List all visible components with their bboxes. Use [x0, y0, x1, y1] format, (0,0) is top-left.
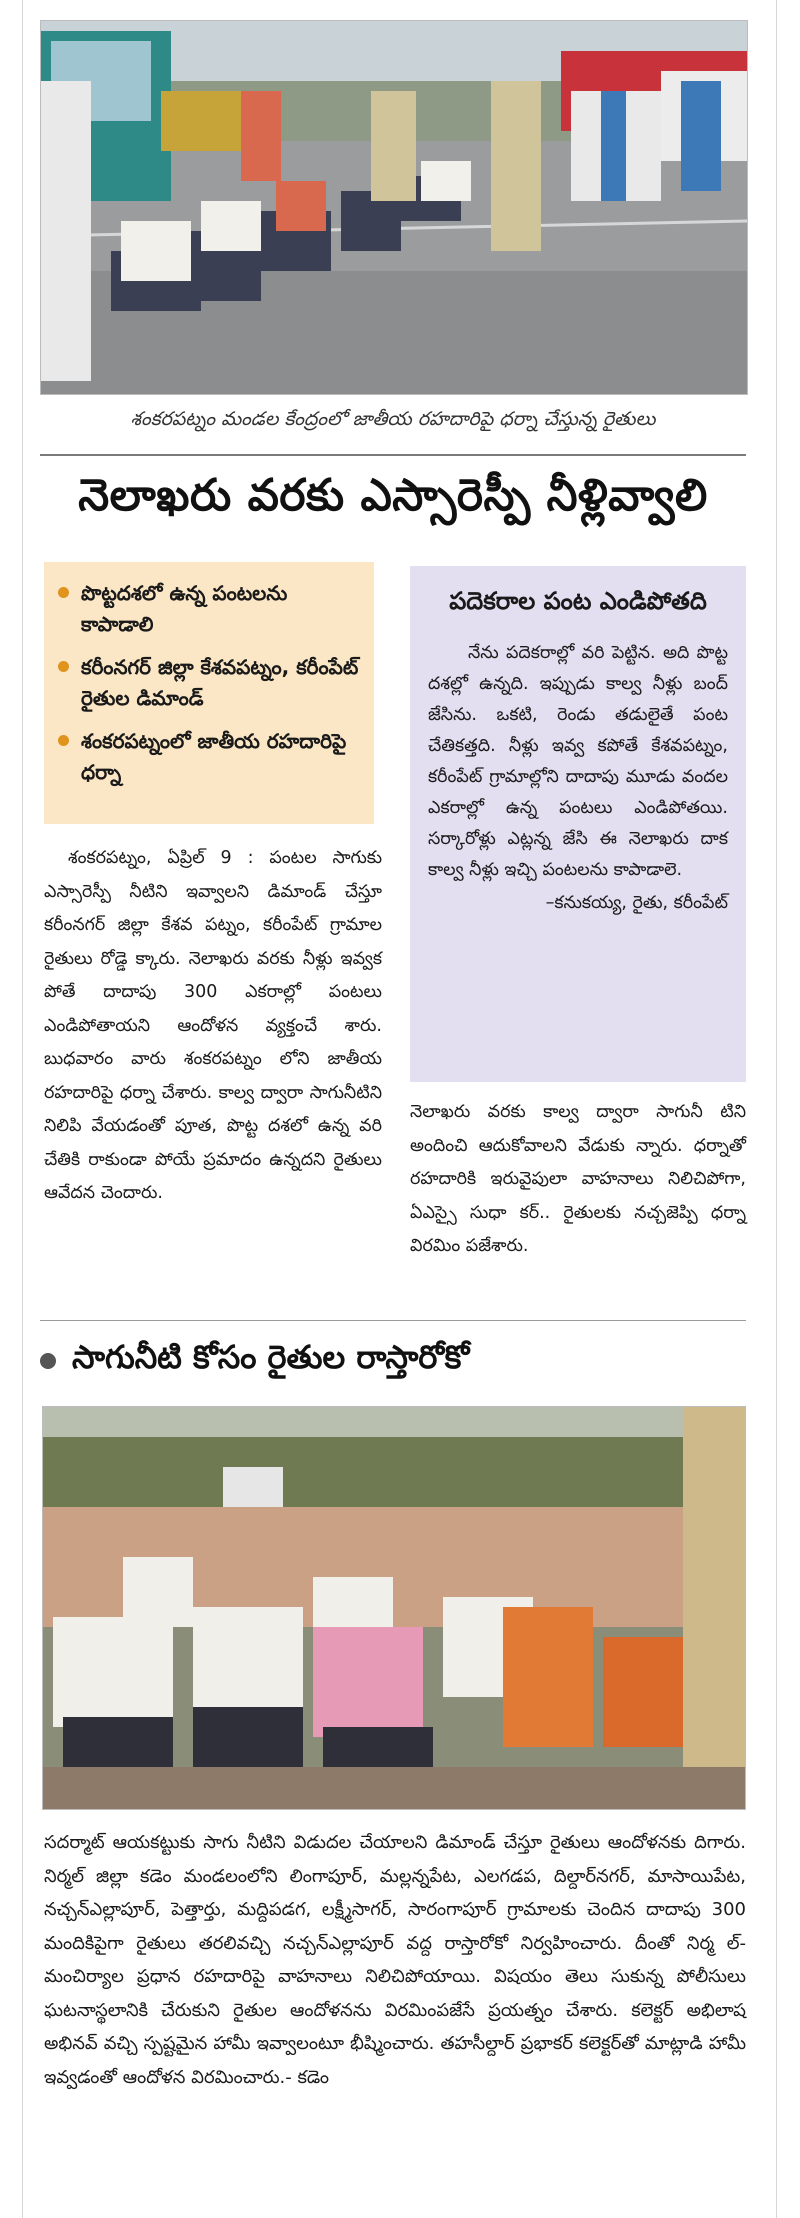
story2-headline: [40, 1338, 746, 1384]
quote-signature: –కనుకయ్య, రైతు, కరీంపేట్: [545, 893, 728, 913]
quote-title: పదెకరాల పంట ఎండిపోతది: [449, 587, 707, 615]
highlight-item: [58, 652, 360, 714]
bullet-dot-icon: [58, 661, 69, 672]
page-border-left: [22, 0, 23, 2218]
highlight-item: [58, 578, 360, 640]
bullet-dot-icon: [40, 1353, 56, 1369]
farmers-rasta-roko-photo: [42, 1406, 746, 1810]
highlight-item: [58, 726, 360, 788]
story2-body: సదర్మాట్ ఆయకట్టుకు సాగు నీటిని విడుదల చేయాలని డిమాండ్ చేస్తూ రైతులు ఆందోళనకు దిగారు. నిర్మల్ జిల్లా కడెం మండలంలోని లింగాపూర్, మల్లన్నపేట, ఎలగడప, దిల్దార్‌నగర్, మాసాయిపేట, నచ్చన్‌ఎల్లాపూర్, పెత్తార్తు, మద్దిపడగ, లక్ష్మీసాగర్, సారంగాపూర్ గ్రామాలకు చెందిన దాదాపు 300 మందికిపైగా రైతులు తరలివచ్చి నచ్చన్‌ఎల్లాపూర్ వద్ద రాస్తారోకో నిర్వహించారు. దీంతో నిర్మ ల్-మంచిర్యాల ప్రధాన రహదారిపై వాహనాలు నిలిచిపోయాయి. విషయం తెలు సుకున్న పోలీసులు ఘటనాస్థలానికి చేరుకుని రైతుల ఆందోళనను విరమింపజేసే ప్రయత్నం చేశారు. కలెక్టర్ అభిలాష అభినవ్ వచ్చి స్పష్టమైన హామీ ఇవ్వాలంటూ భీష్మించారు. తహసీల్దార్ ప్రభాకర్ కలెక్టర్‌తో మాట్లాడి హామీ ఇవ్వడంతో ఆందోళన విరమించారు.- కడెం: [44, 1832, 746, 2088]
quote-body: నేను పదెకరాల్లో వరి పెట్టిన. అది పొట్ట దశల్లో ఉన్నది. ఇప్పుడు కాల్వ నీళ్లు బంద్ జేసిను. ఒకటి, రెండు తడులైతే పంట చేతికత్తది. నీళ్లు ఇవ్వ కపోతే కేశవపట్నం, కరీంపేట్ గ్రామాల్లోని దాదాపు మూడు వందల ఎకరాల్లో ఉన్న పంటలు ఎండిపోతయి. సర్కారోళ్లు ఎట్లన్న జేసి ఈ నెలాఖరు దాక కాల్వ నీళ్లు ఇచ్చి పంటలను కాపాడాలె.: [428, 643, 728, 880]
highlight-text: పొట్టదశలో ఉన్న పంటలను కాపాడాలి: [81, 581, 288, 636]
story1-column-left: శంకరపట్నం, ఏప్రిల్ 9 : పంటల సాగుకు ఎస్సారెస్పీ నీటిని ఇవ్వాలని డిమాండ్ చేస్తూ కరీంనగర్ జిల్లా కేశవ పట్నం, కరీంపేట్ గ్రామాల రైతులు రోడ్డె క్కారు. నెలాఖరు వరకు నీళ్లు ఇవ్వక పోతే దాదాపు 300 ఎకరాల్లో పంటలు ఎండిపోతాయని ఆందోళన వ్యక్తంచే శారు. బుధవారం వారు శంకరపట్నం లోని జాతీయ రహదారిపై ధర్నా చేశారు. కాల్వ ద్వారా సాగునీటిని నిలిపి వేయడంతో పూత, పొట్ట దశలో ఉన్న వరి చేతికి రాకుండా పోయే ప్రమాదం ఉన్నదని రైతులు ఆవేదన చెందారు.: [44, 848, 382, 1203]
farmer-quote-box: [410, 566, 746, 1082]
highlights-box: [44, 562, 374, 824]
farmers-dharna-photo: [40, 20, 748, 395]
story2-headline-text: సాగునీటి కోసం రైతుల రాస్తారోకో: [72, 1338, 470, 1376]
story1-column-right: నెలాఖరు వరకు కాల్వ ద్వారా సాగునీ టిని అందించి ఆదుకోవాలని వేడుకు న్నారు. ధర్నాతో రహదారికి ఇరువైపులా వాహనాలు నిలిచిపోగా, ఏఎస్సై సుధా కర్.. రైతులకు నచ్చజెప్పి ధర్నా విరమిం పజేశారు.: [410, 1102, 746, 1256]
bullet-dot-icon: [58, 587, 69, 598]
caption-divider: [40, 454, 746, 456]
highlight-text: శంకరపట్నంలో జాతీయ రహదారిపై ధర్నా: [81, 729, 347, 784]
bullet-dot-icon: [58, 735, 69, 746]
photo1-caption: శంకరపట్నం మండల కేంద్రంలో జాతీయ రహదారిపై ధర్నా చేస్తున్న రైతులు: [130, 408, 656, 430]
main-headline: నెలాఖరు వరకు ఎస్సారెస్పీ నీళ్లివ్వాలి: [78, 470, 708, 521]
page-border-right: [776, 0, 777, 2218]
section-divider: [40, 1320, 746, 1321]
highlight-text: కరీంనగర్ జిల్లా కేశవపట్నం, కరీంపేట్ రైతుల డిమాండ్: [81, 655, 359, 710]
